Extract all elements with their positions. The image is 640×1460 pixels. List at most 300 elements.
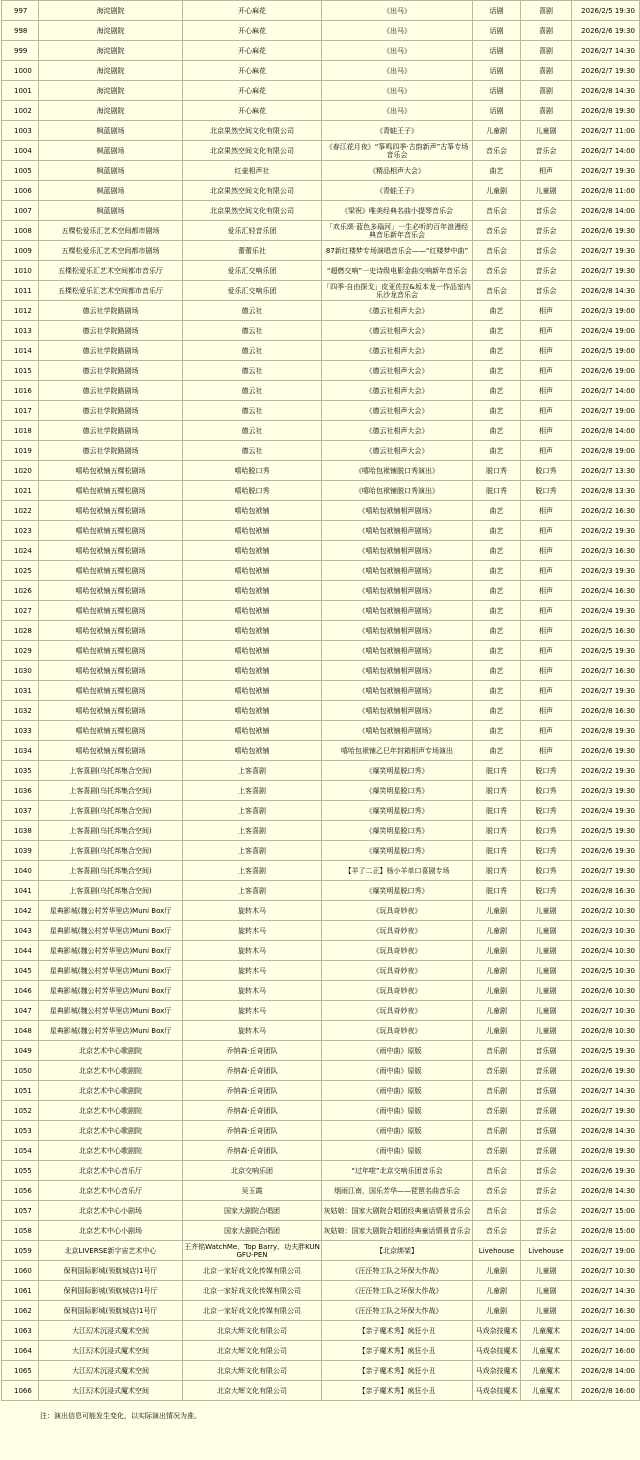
table-row [2, 941, 640, 961]
show-title-cell: 《嘻哈包袱铺相声剧场》 [322, 581, 473, 601]
subcategory-cell: Livehouse [521, 1241, 572, 1261]
venue-cell: 嘻哈包袱铺五棵松剧场 [39, 501, 183, 521]
organizer-cell: 乔纳森·丘奇团队 [183, 1101, 322, 1121]
subcategory-cell: 音乐会 [521, 281, 572, 301]
datetime-cell: 2026/2/7 14:30 [572, 41, 640, 61]
datetime-cell: 2026/2/8 13:30 [572, 481, 640, 501]
show-title-cell: 《德云社相声大会》 [322, 401, 473, 421]
organizer-cell: 德云社 [183, 381, 322, 401]
organizer-cell: 王齐铭WatchMe、Top Barry、功夫胖KUNGFU-PEN [184, 1242, 320, 1259]
table-row [2, 1161, 640, 1181]
organizer-cell: 上客喜剧 [183, 761, 322, 781]
show-title-cell: 《雨中曲》原版 [322, 1141, 473, 1161]
datetime-cell: 2026/2/7 14:00 [572, 141, 640, 161]
datetime-cell: 2026/2/8 14:30 [572, 81, 640, 101]
datetime-cell: 2026/2/6 19:30 [572, 841, 640, 861]
table-row [2, 701, 640, 721]
show-title-cell: 《出马》 [322, 21, 473, 41]
datetime-cell: 2026/2/7 16:30 [572, 661, 640, 681]
row-number-cell: 1022 [2, 501, 39, 521]
datetime-cell: 2026/2/5 10:30 [572, 961, 640, 981]
category-cell: 儿童剧 [473, 1021, 521, 1041]
subcategory-cell: 儿童剧 [521, 981, 572, 1001]
venue-cell: 大江幻术沉浸式魔术空间 [39, 1321, 183, 1341]
category-cell: 话剧 [473, 101, 521, 121]
table-row [2, 1241, 640, 1261]
show-title-cell: 《德云社相声大会》 [322, 321, 473, 341]
row-number-cell: 1019 [2, 441, 39, 461]
venue-cell: 北京艺术中心歌剧院 [39, 1121, 183, 1141]
venue-cell: 上客喜剧(乌托邦集合空间) [39, 801, 183, 821]
show-title-cell: 《爆笑明星脱口秀》 [322, 781, 473, 801]
category-cell: 曲艺 [473, 381, 521, 401]
row-number-cell: 1063 [2, 1321, 39, 1341]
venue-cell: 上客喜剧(乌托邦集合空间) [39, 821, 183, 841]
datetime-cell: 2026/2/5 19:00 [572, 341, 640, 361]
organizer-cell: 爱乐汇轻音乐团 [183, 221, 322, 241]
subcategory-cell: 相声 [521, 501, 572, 521]
row-number-cell: 1012 [2, 301, 39, 321]
row-number-cell: 1034 [2, 741, 39, 761]
row-number-cell: 1020 [2, 461, 39, 481]
row-number-cell: 1018 [2, 421, 39, 441]
table-row [2, 341, 640, 361]
show-title-cell: “超燃交响”一史诗级电影金曲交响新年音乐会 [322, 261, 473, 281]
datetime-cell: 2026/2/3 16:30 [572, 541, 640, 561]
category-cell: 马戏杂技魔术 [473, 1361, 521, 1381]
row-number-cell: 1014 [2, 341, 39, 361]
category-cell: 儿童剧 [473, 1261, 521, 1281]
category-cell: 音乐会 [473, 241, 521, 261]
category-cell: 马戏杂技魔术 [473, 1321, 521, 1341]
datetime-cell: 2026/2/8 14:00 [572, 1361, 640, 1381]
venue-cell: 北京艺术中心歌剧院 [39, 1081, 183, 1101]
row-number-cell: 1005 [2, 161, 39, 181]
table-row [2, 421, 640, 441]
datetime-cell: 2026/2/5 19:30 [572, 821, 640, 841]
show-title-cell: 《汪汪特工队之环保大作战》 [322, 1301, 473, 1321]
organizer-cell: 旋转木马 [183, 1021, 322, 1041]
datetime-cell: 2026/2/7 19:30 [572, 61, 640, 81]
row-number-cell: 1041 [2, 881, 39, 901]
subcategory-cell: 儿童魔术 [521, 1341, 572, 1361]
venue-cell: 星典影城(魏公村芳华里店)Muni Box厅 [39, 941, 183, 961]
category-cell: 话剧 [473, 1, 521, 21]
show-title-cell: 【亲子魔术秀】疯狂小丑 [322, 1321, 473, 1341]
subcategory-cell: 音乐剧 [521, 1081, 572, 1101]
subcategory-cell: 音乐剧 [521, 1101, 572, 1121]
subcategory-cell: 脱口秀 [521, 841, 572, 861]
datetime-cell: 2026/2/4 19:00 [572, 321, 640, 341]
venue-cell: 海淀剧院 [39, 101, 183, 121]
datetime-cell: 2026/2/8 15:00 [572, 1221, 640, 1241]
datetime-cell: 2026/2/8 16:00 [572, 1381, 640, 1401]
table-row [2, 861, 640, 881]
subcategory-cell: 儿童剧 [521, 941, 572, 961]
venue-cell: 五棵松爱乐汇艺术空间都市剧场 [39, 221, 183, 241]
datetime-cell: 2026/2/3 19:30 [572, 781, 640, 801]
category-cell: 曲艺 [473, 721, 521, 741]
show-title-cell: 《德云社相声大会》 [322, 381, 473, 401]
show-title-cell: 《出马》 [322, 101, 473, 121]
table-row [2, 501, 640, 521]
show-title-cell: 烟雨江南，国乐芳华——琵琶名曲音乐会 [322, 1181, 473, 1201]
venue-cell: 嘻哈包袱铺五棵松剧场 [39, 581, 183, 601]
table-row [2, 1381, 640, 1401]
datetime-cell: 2026/2/8 16:30 [572, 881, 640, 901]
datetime-cell: 2026/2/7 13:30 [572, 461, 640, 481]
table-body [2, 1, 640, 1401]
table-row [2, 321, 640, 341]
row-number-cell: 1025 [2, 561, 39, 581]
organizer-cell: 旋转木马 [183, 981, 322, 1001]
datetime-cell: 2026/2/6 10:30 [572, 981, 640, 1001]
row-number-cell: 1015 [2, 361, 39, 381]
subcategory-cell: 相声 [521, 521, 572, 541]
venue-cell: 海淀剧院 [39, 61, 183, 81]
category-cell: 音乐会 [473, 221, 521, 241]
subcategory-cell: 儿童魔术 [521, 1361, 572, 1381]
table-row [2, 1361, 640, 1381]
venue-cell: 枫蓝剧场 [39, 181, 183, 201]
subcategory-cell: 脱口秀 [521, 801, 572, 821]
table-row [2, 1341, 640, 1361]
venue-cell: 大江幻术沉浸式魔术空间 [39, 1381, 183, 1401]
subcategory-cell: 脱口秀 [521, 781, 572, 801]
footnote: 注：演出信息可能发生变化，以实际演出情况为准。 [40, 1412, 201, 1420]
category-cell: 曲艺 [473, 521, 521, 541]
datetime-cell: 2026/2/8 14:30 [572, 1181, 640, 1201]
category-cell: 曲艺 [473, 641, 521, 661]
table-row [2, 801, 640, 821]
datetime-cell: 2026/2/8 14:30 [572, 1121, 640, 1141]
venue-cell: 星典影城(魏公村芳华里店)Muni Box厅 [39, 921, 183, 941]
subcategory-cell: 音乐会 [521, 1161, 572, 1181]
datetime-cell: 2026/2/8 19:30 [572, 721, 640, 741]
subcategory-cell: 儿童剧 [521, 1301, 572, 1321]
subcategory-cell: 相声 [521, 441, 572, 461]
row-number-cell: 1057 [2, 1201, 39, 1221]
category-cell: 儿童剧 [473, 981, 521, 1001]
row-number-cell: 1016 [2, 381, 39, 401]
datetime-cell: 2026/2/7 10:30 [572, 1001, 640, 1021]
row-number-cell: 1065 [2, 1361, 39, 1381]
category-cell: 儿童剧 [473, 1281, 521, 1301]
table-row [2, 681, 640, 701]
row-number-cell: 1045 [2, 961, 39, 981]
category-cell: 脱口秀 [473, 761, 521, 781]
datetime-cell: 2026/2/7 16:00 [572, 1341, 640, 1361]
show-title-cell: 《春江花月夜》“筝鸣四季·古韵新声”古筝专场音乐会 [322, 141, 473, 161]
subcategory-cell: 音乐会 [521, 1181, 572, 1201]
table-row [2, 81, 640, 101]
datetime-cell: 2026/2/7 16:30 [572, 1301, 640, 1321]
organizer-cell: 乔纳森·丘奇团队 [183, 1121, 322, 1141]
table-row [2, 261, 640, 281]
table-row [2, 781, 640, 801]
show-title-cell: 《爆笑明星脱口秀》 [322, 841, 473, 861]
venue-cell: 德云社学院路剧场 [39, 381, 183, 401]
row-number-cell: 1039 [2, 841, 39, 861]
row-number-cell: 1027 [2, 601, 39, 621]
organizer-cell: 嘻哈包袱铺 [183, 701, 322, 721]
category-cell: 曲艺 [473, 621, 521, 641]
datetime-cell: 2026/2/8 14:00 [572, 421, 640, 441]
datetime-cell: 2026/2/3 10:30 [572, 921, 640, 941]
datetime-cell: 2026/2/8 19:00 [572, 441, 640, 461]
subcategory-cell: 儿童剧 [521, 1281, 572, 1301]
datetime-cell: 2026/2/4 16:30 [572, 581, 640, 601]
table-row [2, 461, 640, 481]
organizer-cell: 旋转木马 [183, 901, 322, 921]
category-cell: 话剧 [473, 41, 521, 61]
organizer-cell: 德云社 [183, 441, 322, 461]
table-row [2, 1121, 640, 1141]
table-row [2, 981, 640, 1001]
venue-cell: 嘻哈包袱铺五棵松剧场 [39, 561, 183, 581]
row-number-cell: 1026 [2, 581, 39, 601]
datetime-cell: 2026/2/2 16:30 [572, 501, 640, 521]
category-cell: 音乐会 [473, 201, 521, 221]
row-number-cell: 1035 [2, 761, 39, 781]
subcategory-cell: 儿童魔术 [521, 1321, 572, 1341]
show-title-cell: 《德云社相声大会》 [322, 441, 473, 461]
datetime-cell: 2026/2/7 10:30 [572, 1261, 640, 1281]
organizer-cell: 嘻哈包袱铺 [183, 661, 322, 681]
table-row [2, 721, 640, 741]
row-number-cell: 1008 [2, 221, 39, 241]
category-cell: 儿童剧 [473, 961, 521, 981]
datetime-cell: 2026/2/2 19:30 [572, 761, 640, 781]
venue-cell: 上客喜剧(乌托邦集合空间) [39, 861, 183, 881]
show-title-cell: 《德云社相声大会》 [322, 421, 473, 441]
subcategory-cell: 相声 [521, 561, 572, 581]
category-cell: 音乐会 [473, 1161, 521, 1181]
table-row [2, 301, 640, 321]
subcategory-cell: 喜剧 [521, 81, 572, 101]
row-number-cell: 1064 [2, 1341, 39, 1361]
datetime-cell: 2026/2/6 19:30 [572, 221, 640, 241]
subcategory-cell: 相声 [521, 321, 572, 341]
row-number-cell: 1013 [2, 321, 39, 341]
organizer-cell: 嘻哈包袱铺 [183, 681, 322, 701]
table-row [2, 1061, 640, 1081]
venue-cell: 嘻哈包袱铺五棵松剧场 [39, 701, 183, 721]
organizer-cell: 嘻哈包袱铺 [183, 721, 322, 741]
table-row [2, 661, 640, 681]
category-cell: 脱口秀 [473, 781, 521, 801]
show-title-cell: 《嘻哈包袱铺相声剧场》 [322, 721, 473, 741]
organizer-cell: 北京大辉文化有限公司 [183, 1381, 322, 1401]
venue-cell: 北京LIVERSE新宇宙艺术中心 [39, 1241, 183, 1261]
category-cell: 音乐剧 [473, 1141, 521, 1161]
show-title-cell: 《出马》 [322, 1, 473, 21]
organizer-cell: 上客喜剧 [183, 821, 322, 841]
subcategory-cell: 脱口秀 [521, 861, 572, 881]
show-title-cell: 《嘻哈包袱铺相声剧场》 [322, 541, 473, 561]
subcategory-cell: 音乐剧 [521, 1141, 572, 1161]
category-cell: 脱口秀 [473, 801, 521, 821]
show-title-cell: 《嘻哈包袱铺相声剧场》 [322, 501, 473, 521]
table-row [2, 521, 640, 541]
datetime-cell: 2026/2/7 14:30 [572, 1081, 640, 1101]
row-number-cell: 1030 [2, 661, 39, 681]
table-row [2, 881, 640, 901]
organizer-cell: 北京果然空间文化有限公司 [183, 181, 322, 201]
category-cell: 曲艺 [473, 741, 521, 761]
datetime-cell: 2026/2/8 14:30 [572, 281, 640, 301]
row-number-cell: 1059 [2, 1241, 39, 1261]
category-cell: 音乐剧 [473, 1081, 521, 1101]
subcategory-cell: 相声 [521, 741, 572, 761]
table-row [2, 921, 640, 941]
table-row [2, 1281, 640, 1301]
table-row [2, 281, 640, 301]
organizer-cell: 国家大剧院合唱团 [183, 1221, 322, 1241]
venue-cell: 上客喜剧(乌托邦集合空间) [39, 761, 183, 781]
table-row [2, 1261, 640, 1281]
row-number-cell: 1052 [2, 1101, 39, 1121]
show-title-cell: 【亲子魔术秀】疯狂小丑 [322, 1381, 473, 1401]
row-number-cell: 1023 [2, 521, 39, 541]
organizer-cell: 上客喜剧 [183, 841, 322, 861]
subcategory-cell: 儿童剧 [521, 921, 572, 941]
organizer-cell: 德云社 [183, 301, 322, 321]
category-cell: 马戏杂技魔术 [473, 1381, 521, 1401]
row-number-cell: 1021 [2, 481, 39, 501]
datetime-cell: 2026/2/7 14:30 [572, 1281, 640, 1301]
table-row [2, 761, 640, 781]
organizer-cell: 旋转木马 [183, 961, 322, 981]
category-cell: 话剧 [473, 21, 521, 41]
show-title-cell: 嘻哈包袱铺乙巳年封箱相声专场演出 [322, 741, 473, 761]
datetime-cell: 2026/2/7 14:00 [572, 1321, 640, 1341]
row-number-cell: 1053 [2, 1121, 39, 1141]
venue-cell: 海淀剧院 [39, 21, 183, 41]
table-row [2, 121, 640, 141]
subcategory-cell: 音乐会 [521, 1201, 572, 1221]
category-cell: 音乐会 [473, 261, 521, 281]
row-number-cell: 1000 [2, 61, 39, 81]
datetime-cell: 2026/2/6 19:30 [572, 1161, 640, 1181]
show-title-cell: 《爆笑明星脱口秀》 [322, 821, 473, 841]
show-title-cell: 《嘻哈包袱铺相声剧场》 [322, 601, 473, 621]
show-title-cell: 【亲子魔术秀】疯狂小丑 [322, 1361, 473, 1381]
venue-cell: 大江幻术沉浸式魔术空间 [39, 1341, 183, 1361]
category-cell: 儿童剧 [473, 941, 521, 961]
organizer-cell: 北京果然空间文化有限公司 [183, 121, 322, 141]
venue-cell: 上客喜剧(乌托邦集合空间) [39, 781, 183, 801]
subcategory-cell: 音乐会 [521, 241, 572, 261]
row-number-cell: 1031 [2, 681, 39, 701]
row-number-cell: 997 [2, 1, 39, 21]
datetime-cell: 2026/2/6 19:30 [572, 21, 640, 41]
organizer-cell: 开心麻花 [183, 61, 322, 81]
organizer-cell: 嘻哈脱口秀 [183, 481, 322, 501]
category-cell: 曲艺 [473, 661, 521, 681]
row-number-cell: 1049 [2, 1041, 39, 1061]
show-title-cell: 灰姑娘：国家大剧院合唱团经典童话情景音乐会 [322, 1201, 473, 1221]
venue-cell: 五棵松爱乐汇艺术空间都市音乐厅 [39, 281, 183, 301]
organizer-cell: 蕾蕾乐社 [183, 241, 322, 261]
organizer-cell: 旋转木马 [183, 921, 322, 941]
venue-cell: 德云社学院路剧场 [39, 341, 183, 361]
datetime-cell: 2026/2/3 19:30 [572, 561, 640, 581]
show-title-cell: 《梁祝》唯美经典名曲小提琴音乐会 [322, 201, 473, 221]
show-title-cell: 《玩具奇妙夜》 [322, 901, 473, 921]
category-cell: 脱口秀 [473, 841, 521, 861]
venue-cell: 保利国际影城(领航城店)1号厅 [39, 1261, 183, 1281]
category-cell: 脱口秀 [473, 481, 521, 501]
subcategory-cell: 喜剧 [521, 1, 572, 21]
table-row [2, 241, 640, 261]
venue-cell: 大江幻术沉浸式魔术空间 [39, 1361, 183, 1381]
category-cell: 音乐剧 [473, 1061, 521, 1081]
table-row [2, 1, 640, 21]
row-number-cell: 1028 [2, 621, 39, 641]
organizer-cell: 嘻哈包袱铺 [183, 541, 322, 561]
category-cell: 音乐会 [473, 141, 521, 161]
table-row [2, 821, 640, 841]
datetime-cell: 2026/2/7 19:30 [572, 1101, 640, 1121]
row-number-cell: 1048 [2, 1021, 39, 1041]
category-cell: 儿童剧 [473, 1001, 521, 1021]
show-title-cell: 《青蛙王子》 [322, 181, 473, 201]
row-number-cell: 1062 [2, 1301, 39, 1321]
table-row [2, 141, 640, 161]
venue-cell: 北京艺术中心小剧场 [39, 1221, 183, 1241]
organizer-cell: 德云社 [183, 421, 322, 441]
show-title-cell: 《汪汪特工队之环保大作战》 [322, 1261, 473, 1281]
show-title-cell: 《雨中曲》原版 [322, 1081, 473, 1101]
category-cell: 曲艺 [473, 361, 521, 381]
category-cell: 曲艺 [473, 681, 521, 701]
organizer-cell: 嘻哈包袱铺 [183, 641, 322, 661]
row-number-cell: 1007 [2, 201, 39, 221]
datetime-cell: 2026/2/8 14:00 [572, 201, 640, 221]
subcategory-cell: 相声 [521, 381, 572, 401]
subcategory-cell: 喜剧 [521, 101, 572, 121]
show-title-cell: 《嘻哈包袱铺相声剧场》 [322, 621, 473, 641]
table-row [2, 61, 640, 81]
table-row [2, 1181, 640, 1201]
venue-cell: 星典影城(魏公村芳华里店)Muni Box厅 [39, 1001, 183, 1021]
row-number-cell: 1066 [2, 1381, 39, 1401]
organizer-cell: 嘻哈包袱铺 [183, 741, 322, 761]
subcategory-cell: 儿童剧 [521, 1261, 572, 1281]
datetime-cell: 2026/2/5 19:30 [572, 1041, 640, 1061]
row-number-cell: 999 [2, 41, 39, 61]
datetime-cell: 2026/2/7 11:00 [572, 121, 640, 141]
table-row [2, 161, 640, 181]
show-title-cell: 《雨中曲》原版 [322, 1041, 473, 1061]
datetime-cell: 2026/2/6 19:00 [572, 361, 640, 381]
table-row [2, 21, 640, 41]
organizer-cell: 嘻哈包袱铺 [183, 521, 322, 541]
table-row [2, 901, 640, 921]
row-number-cell: 1001 [2, 81, 39, 101]
venue-cell: 保利国际影城(领航城店)1号厅 [39, 1301, 183, 1321]
table-row [2, 1041, 640, 1061]
subcategory-cell: 音乐剧 [521, 1041, 572, 1061]
organizer-cell: 嘻哈包袱铺 [183, 601, 322, 621]
subcategory-cell: 相声 [521, 601, 572, 621]
venue-cell: 星典影城(魏公村芳华里店)Muni Box厅 [39, 1021, 183, 1041]
subcategory-cell: 音乐剧 [521, 1061, 572, 1081]
venue-cell: 北京艺术中心歌剧院 [39, 1061, 183, 1081]
venue-cell: 北京艺术中心小剧场 [39, 1201, 183, 1221]
subcategory-cell: 相声 [521, 721, 572, 741]
